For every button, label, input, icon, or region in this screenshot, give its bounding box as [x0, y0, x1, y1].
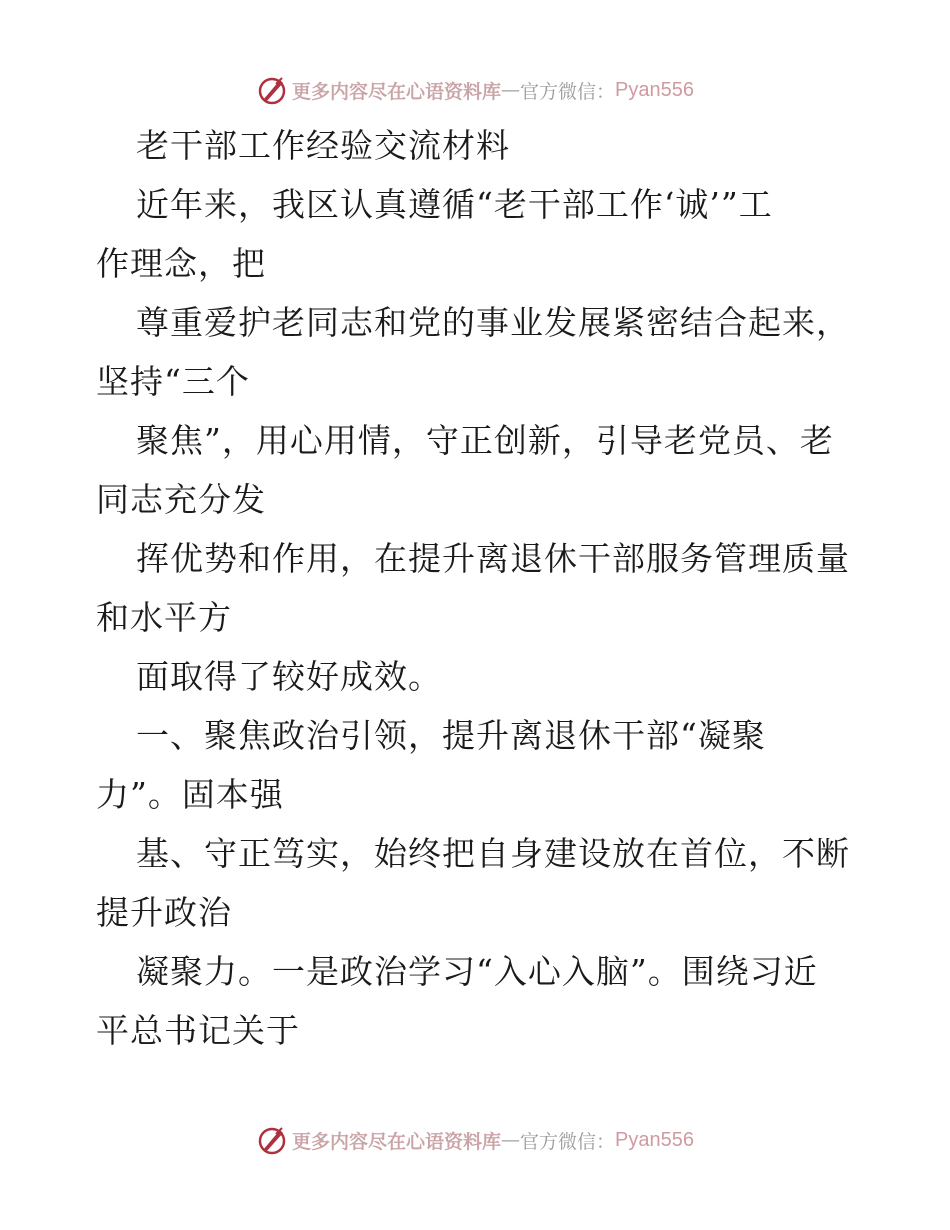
text-line: 提升政治 [96, 893, 232, 932]
document-body [96, 116, 856, 1060]
watermark-separator: — [501, 1129, 521, 1151]
watermark-wechat-label: 官方微信： [520, 1130, 616, 1153]
watermark-site-text: 更多内容尽在心语资料库 [292, 1130, 502, 1153]
text-line: 面取得了较好成效。 [136, 657, 442, 696]
text-line: 同志充分发 [96, 480, 266, 519]
text-line: 挥优势和作用，在提升离退休干部服务管理质量 [136, 539, 850, 578]
text-line: 力”。固本强 [96, 775, 284, 814]
text-line: 平总书记关于 [96, 1011, 300, 1050]
text-line: 基、守正笃实，始终把自身建设放在首位，不断 [136, 834, 850, 873]
watermark-separator: — [501, 79, 521, 101]
header-watermark [0, 70, 950, 110]
text-line: 凝聚力。一是政治学习“入心入脑”。围绕习近 [136, 952, 818, 991]
text-line: 尊重爱护老同志和党的事业发展紧密结合起来， [136, 303, 850, 342]
quill-pen-logo-icon [256, 74, 288, 106]
watermark-site-text: 更多内容尽在心语资料库 [292, 80, 502, 103]
watermark-wechat-label: 官方微信： [520, 80, 616, 103]
document-title: 老干部工作经验交流材料 [136, 126, 510, 165]
footer-watermark [0, 1120, 950, 1160]
text-line: 和水平方 [96, 598, 232, 637]
watermark-wechat-id: Pyan556 [615, 78, 694, 101]
text-line: 近年来，我区认真遵循“老干部工作‘诚’”工 [136, 185, 773, 224]
quill-pen-logo-icon [256, 1124, 288, 1156]
section-heading-line: 一、聚焦政治引领，提升离退休干部“凝聚 [136, 716, 766, 755]
watermark-wechat-id: Pyan556 [615, 1128, 694, 1151]
text-line: 坚持“三个 [96, 362, 250, 401]
text-line: 聚焦”，用心用情，守正创新，引导老党员、老 [136, 421, 834, 460]
text-line: 作理念，把 [96, 244, 266, 283]
